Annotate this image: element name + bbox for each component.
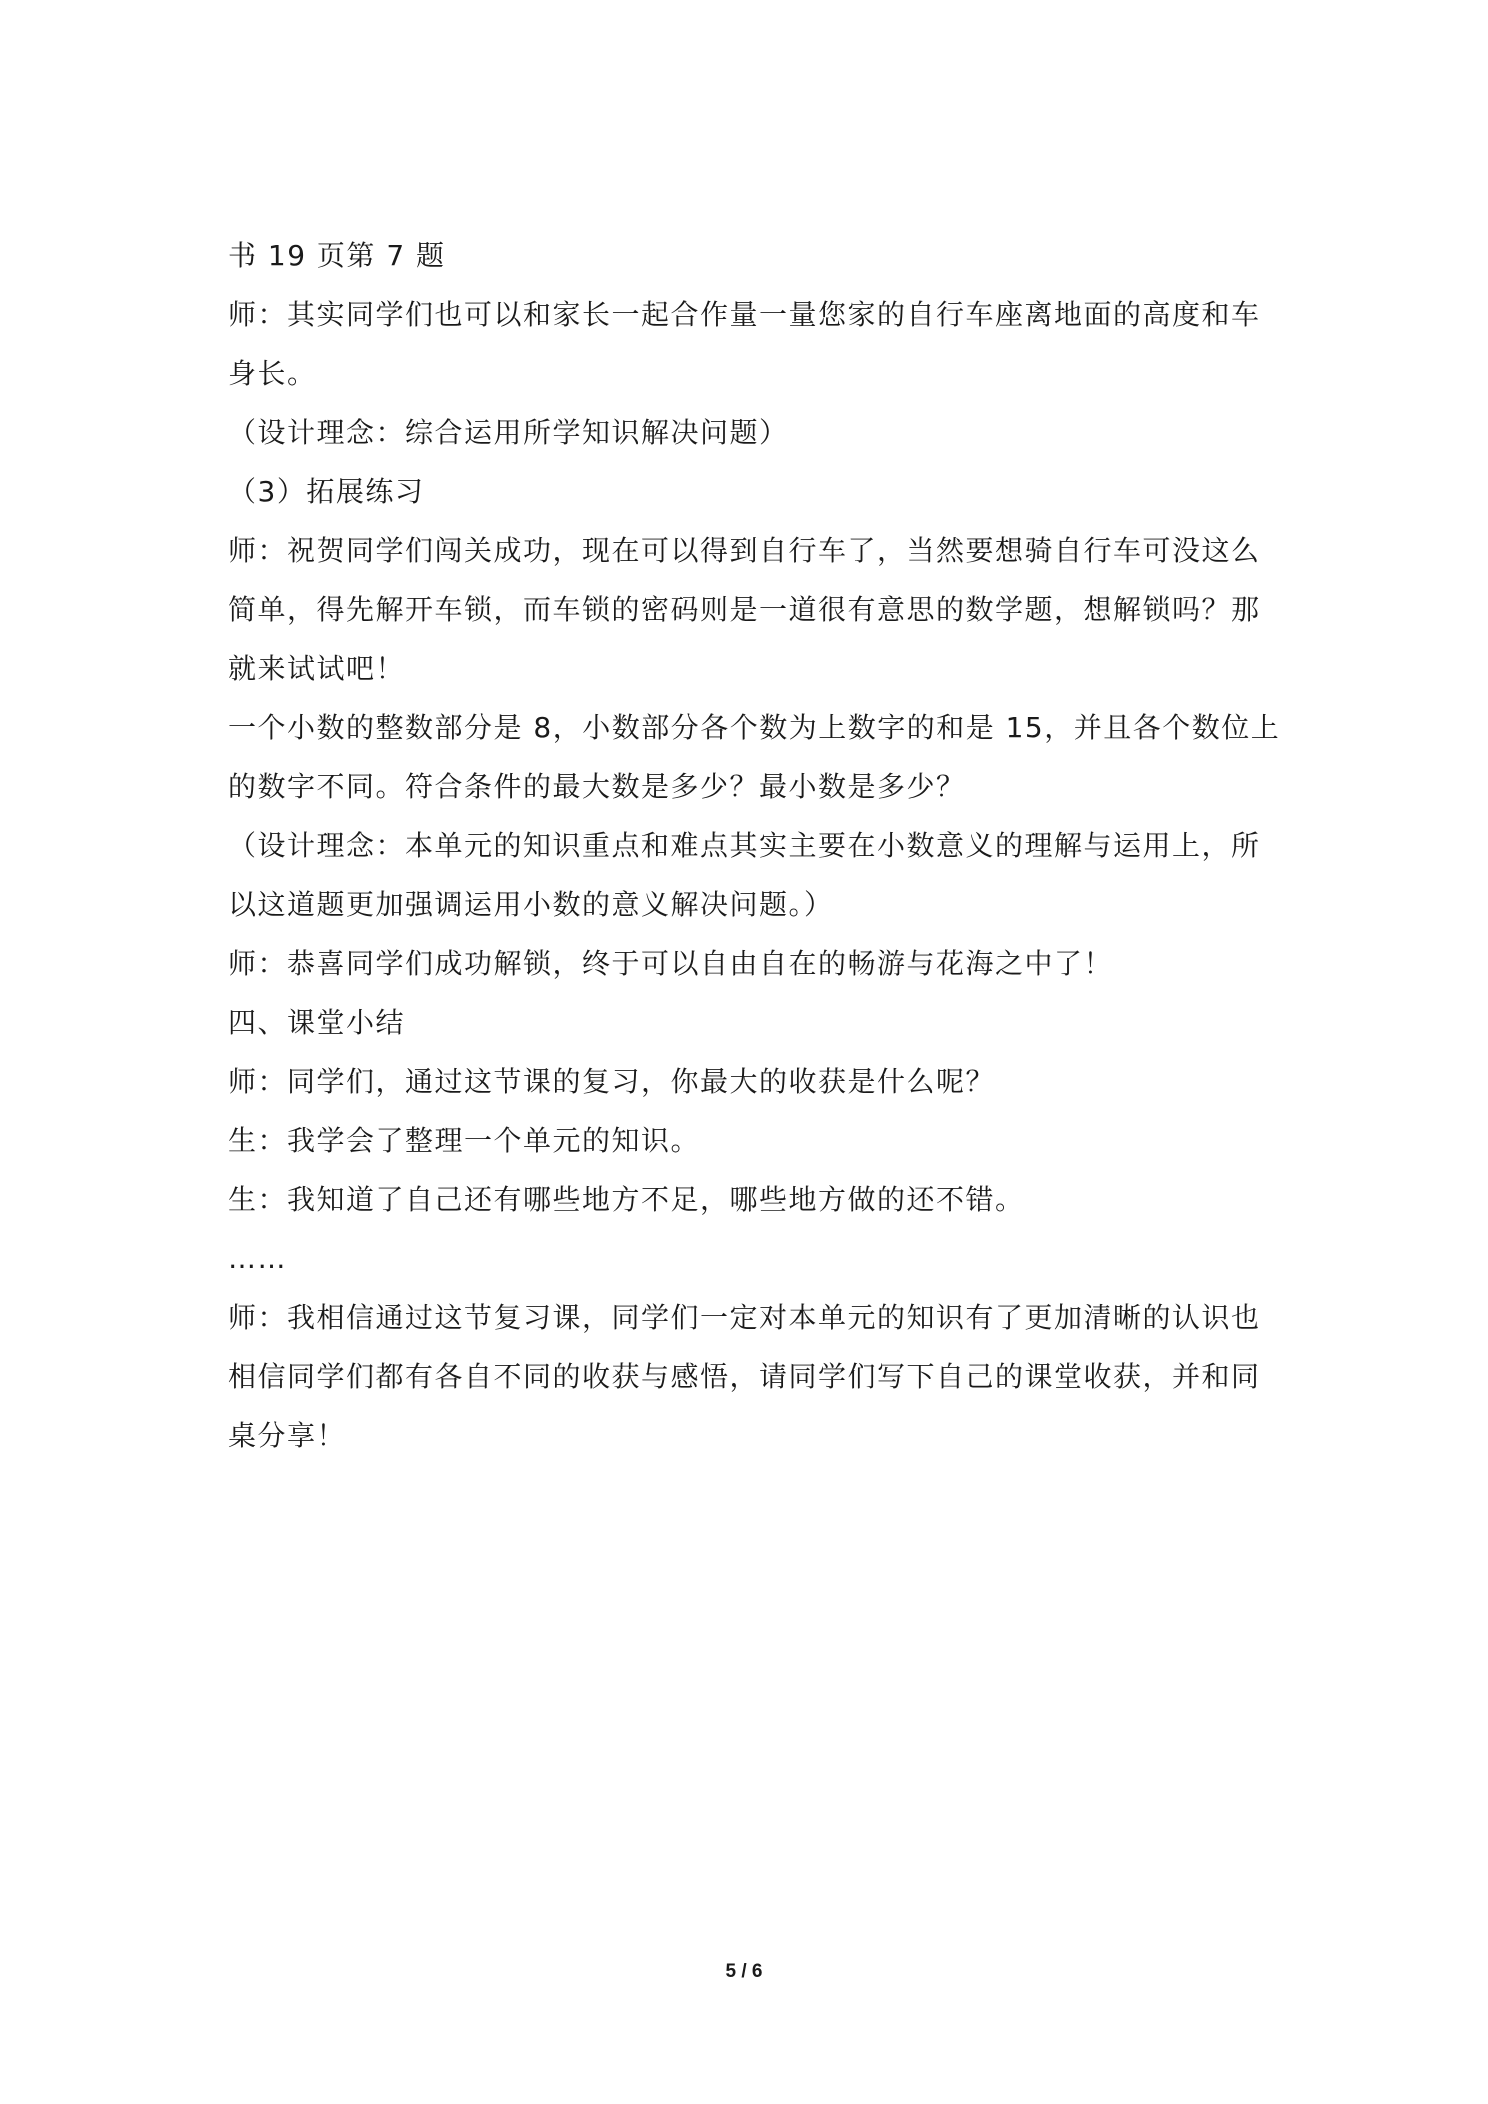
text-line-student-answer-1: 生：我学会了整理一个单元的知识。 (228, 1124, 701, 1157)
text-line-design-concept-1: （设计理念：综合运用所学知识解决问题） (228, 416, 789, 449)
text-line-exercise-ref: 书 19 页第 7 题 (228, 239, 446, 272)
text-line-ellipsis: …… (228, 1242, 287, 1275)
text-line-teacher-unlock: 师：恭喜同学们成功解锁，终于可以自由自在的畅游与花海之中了！ (228, 947, 1114, 980)
text-line-teacher-congrats: 师：祝贺同学们闯关成功，现在可以得到自行车了，当然要想骑自行车可没这么 (228, 534, 1261, 567)
text-line-teacher-closing-cont-1: 相信同学们都有各自不同的收获与感悟，请同学们写下自己的课堂收获，并和同 (228, 1360, 1261, 1393)
section-heading-class-summary: 四、课堂小结 (228, 1006, 406, 1039)
text-line-teacher-congrats-cont-1: 简单，得先解开车锁，而车锁的密码则是一道很有意思的数学题，想解锁吗？那 (228, 593, 1261, 626)
section-heading-extension-practice: （3）拓展练习 (228, 475, 425, 508)
text-line-problem: 一个小数的整数部分是 8，小数部分各个数为上数字的和是 15，并且各个数位上 (228, 711, 1281, 744)
text-line-teacher-measure: 师：其实同学们也可以和家长一起合作量一量您家的自行车座离地面的高度和车 (228, 298, 1261, 331)
text-line-problem-cont: 的数字不同。符合条件的最大数是多少？最小数是多少？ (228, 770, 966, 803)
page-number: 5 / 6 (725, 1961, 763, 1982)
text-line-teacher-congrats-cont-2: 就来试试吧！ (228, 652, 406, 685)
text-line-student-answer-2: 生：我知道了自己还有哪些地方不足，哪些地方做的还不错。 (228, 1183, 1025, 1216)
text-line-design-concept-2: （设计理念：本单元的知识重点和难点其实主要在小数意义的理解与运用上，所 (228, 829, 1261, 862)
document-body (228, 238, 1281, 1477)
text-line-teacher-closing-cont-2: 桌分享！ (228, 1419, 347, 1452)
text-line-design-concept-2-cont: 以这道题更加强调运用小数的意义解决问题。） (228, 888, 834, 921)
text-line-teacher-closing: 师：我相信通过这节复习课，同学们一定对本单元的知识有了更加清晰的认识也 (228, 1301, 1261, 1334)
text-line-teacher-question: 师：同学们，通过这节课的复习，你最大的收获是什么呢？ (228, 1065, 996, 1098)
text-line-teacher-measure-cont: 身长。 (228, 357, 317, 390)
